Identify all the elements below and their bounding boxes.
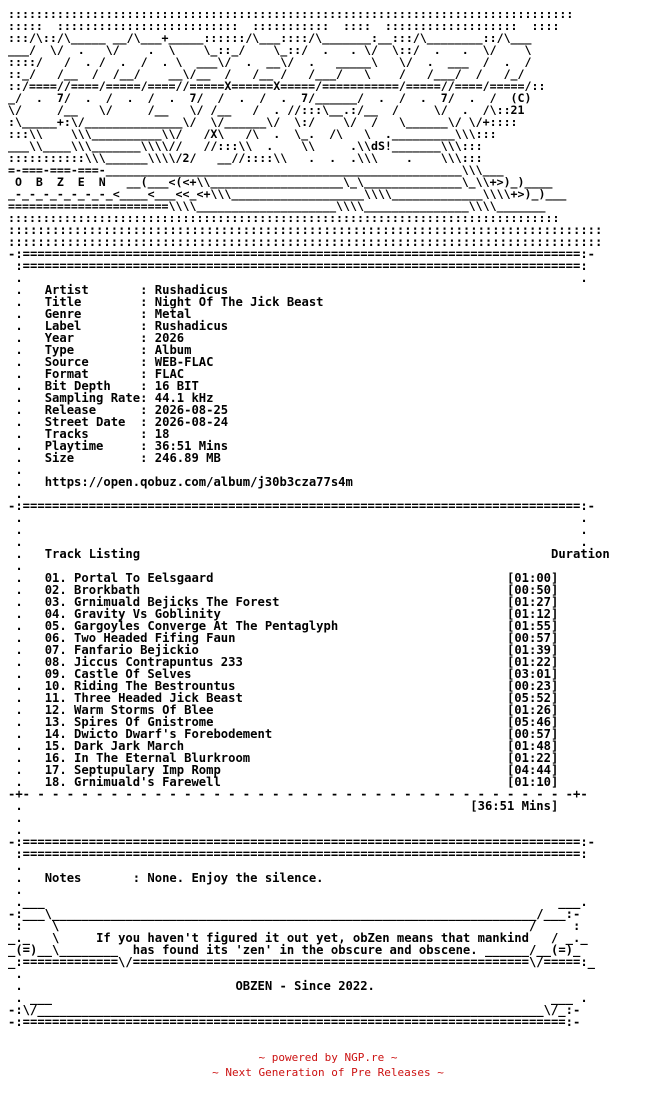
track-duration: [00:50] <box>506 583 559 597</box>
info-value: WEB-FLAC <box>154 355 214 369</box>
track-title: Castle Of Selves <box>74 667 192 681</box>
info-separator: : <box>74 343 155 357</box>
info-row: . Release : 2026-08-25 <box>8 403 229 417</box>
info-key: Sampling Rate <box>44 391 141 405</box>
track-title: Gravity Vs Goblinity <box>74 607 221 621</box>
info-row: . Street Date : 2026-08-24 <box>8 415 229 429</box>
info-row: . Artist : Rushadicus <box>8 283 229 297</box>
info-value: Rushadicus <box>154 319 229 333</box>
track-duration: [01:55] <box>506 619 559 633</box>
url-spacer: . <box>8 463 23 477</box>
track-row: . 12. Warm Storms Of Blee [01:26] <box>8 703 559 717</box>
track-listing-header: . Track Listing Duration . <box>8 547 610 573</box>
track-duration: [03:01] <box>506 667 559 681</box>
track-duration: [05:52] <box>506 691 559 705</box>
info-value: 2026-08-25 <box>154 403 229 417</box>
track-duration: [01:10] <box>506 775 559 789</box>
track-number: 09. <box>44 667 67 681</box>
track-number: 13. <box>44 715 67 729</box>
track-row: . 14. Dwicto Dwarf's Forebodement [00:57] <box>8 727 559 741</box>
total-playtime: [36:51 Mins] <box>470 799 559 813</box>
info-section <box>8 284 648 464</box>
track-number: 15. <box>44 739 67 753</box>
track-row: . 09. Castle Of Selves [03:01] <box>8 667 559 681</box>
info-key: Type <box>44 343 75 357</box>
track-number: 14. <box>44 727 67 741</box>
info-separator: : <box>88 355 155 369</box>
track-number: 01. <box>44 571 67 585</box>
separator-rule: . -:============================================================================:- . . . . . . <box>8 487 595 549</box>
info-row: . Type : Album <box>8 343 192 357</box>
motto-line-2: has found its 'zen' in the obscure and obscene. <box>132 943 478 957</box>
track-duration: [01:39] <box>506 643 559 657</box>
info-row: . Genre : Metal <box>8 307 192 321</box>
track-number: 12. <box>44 703 67 717</box>
release-url-text[interactable]: https://open.qobuz.com/album/j30b3cza77s4m <box>44 475 353 489</box>
release-url[interactable]: . https://open.qobuz.com/album/j30b3cza77s4m <box>8 475 353 489</box>
info-key: Tracks <box>44 427 89 441</box>
info-separator: : <box>110 379 155 393</box>
info-row: . Source : WEB-FLAC <box>8 355 214 369</box>
info-separator: : <box>103 439 155 453</box>
track-number: 16. <box>44 751 67 765</box>
notes-value: None. Enjoy the silence. <box>147 871 324 885</box>
track-title: Three Headed Jick Beast <box>74 691 243 705</box>
nfo-document <box>8 7 648 1029</box>
track-number: 04. <box>44 607 67 621</box>
info-separator: : <box>88 283 155 297</box>
track-row: . 15. Dark Jark March [01:48] <box>8 739 559 753</box>
info-key: Playtime <box>44 439 104 453</box>
separator-rule: -+- - - - - - - - - - - - - - - - - - - - - - - - - - - - - - - - - - - - - -+- . [36:51 Mins] . . -:============================================================================:- :============================================================================: . . Notes : None. Enjoy the silence. . .___ ___. -:___\__________________________________________________________________/___:- : \ / : _._ \ If you haven't figured it out yet, obZen means that mankind / _._ _(=)__\________ has found its 'zen' in the obscure and obscene. ______/__(=)_ _:=============\/======================================================\/=====:_ . . OBZEN - Since 2022. . ___ ___ . -:\/_____________________________________________________________________\/_:- -:==========================================================================:- <box>8 787 595 1029</box>
track-title: Jiccus Contrapuntus 233 <box>74 655 243 669</box>
track-row: . 13. Spires Of Gnistrome [05:46] <box>8 715 559 729</box>
track-number: 18. <box>44 775 67 789</box>
sign-off: OBZEN - Since 2022. <box>235 979 375 993</box>
info-key: Street Date <box>44 415 126 429</box>
duration-label: Duration <box>550 547 610 561</box>
track-title: Fanfario Bejickio <box>74 643 199 657</box>
track-title: Grnimuald's Farewell <box>74 775 221 789</box>
track-title: Portal To Eelsgaard <box>74 571 214 585</box>
info-separator: : <box>74 331 155 345</box>
track-duration: [01:22] <box>506 655 559 669</box>
track-number: 03. <box>44 595 67 609</box>
footer-powered-by[interactable]: ~ powered by NGP.re ~ <box>258 1051 398 1064</box>
info-value: Metal <box>154 307 192 321</box>
track-duration: [01:12] <box>506 607 559 621</box>
info-value: 18 <box>154 427 170 441</box>
info-key: Year <box>44 331 75 345</box>
footer <box>0 1050 656 1080</box>
info-row: . Size : 246.89 MB <box>8 451 221 465</box>
info-value: 2026-08-24 <box>154 415 229 429</box>
info-key: Format <box>44 367 89 381</box>
info-key: Label <box>44 319 82 333</box>
track-number: 06. <box>44 631 67 645</box>
info-value: 2026 <box>154 331 185 345</box>
track-title: In The Eternal Blurkroom <box>74 751 251 765</box>
info-separator: : <box>88 367 155 381</box>
info-value: FLAC <box>154 367 185 381</box>
info-separator: : <box>88 427 155 441</box>
track-duration: [01:27] <box>506 595 559 609</box>
track-row: . 02. Brorkbath [00:50] <box>8 583 559 597</box>
track-row: . 04. Gravity Vs Goblinity [01:12] <box>8 607 559 621</box>
info-value: 44.1 kHz <box>154 391 214 405</box>
info-row: . Bit Depth : 16 BIT <box>8 379 199 393</box>
info-value: Rushadicus <box>154 283 229 297</box>
track-title: Two Headed Fifing Faun <box>74 631 236 645</box>
track-duration: [01:00] <box>506 571 559 585</box>
track-row: . 03. Grnimuald Bejicks The Forest [01:27] <box>8 595 559 609</box>
track-duration: [01:26] <box>506 703 559 717</box>
track-title: Grnimuald Bejicks The Forest <box>74 595 280 609</box>
track-list <box>8 572 648 788</box>
info-key: Bit Depth <box>44 379 111 393</box>
track-row: . 05. Gargoyles Converge At The Pentaglyph [01:55] <box>8 619 559 633</box>
track-duration: [05:46] <box>506 715 559 729</box>
track-row: . 11. Three Headed Jick Beast [05:52] <box>8 691 559 705</box>
info-value: Night Of The Jick Beast <box>154 295 324 309</box>
track-row: . 01. Portal To Eelsgaard [01:00] <box>8 571 559 585</box>
motto-line-1: If you haven't figured it out yet, obZen means that mankind <box>96 931 529 945</box>
track-number: 10. <box>44 679 67 693</box>
track-number: 02. <box>44 583 67 597</box>
track-number: 11. <box>44 691 67 705</box>
info-key: Title <box>44 295 82 309</box>
info-separator: : <box>96 403 155 417</box>
track-title: Warm Storms Of Blee <box>74 703 214 717</box>
track-row: . 16. In The Eternal Blurkroom [01:22] <box>8 751 559 765</box>
track-duration: [01:22] <box>506 751 559 765</box>
info-separator: : <box>140 391 155 405</box>
track-title: Gargoyles Converge At The Pentaglyph <box>74 619 339 633</box>
info-key: Size <box>44 451 75 465</box>
track-row: . 10. Riding The Bestrountus [00:23] <box>8 679 559 693</box>
track-row: . 18. Grnimuald's Farewell [01:10] <box>8 775 559 789</box>
track-row: . 06. Two Headed Fifing Faun [00:57] <box>8 631 559 645</box>
info-value: 36:51 Mins <box>154 439 229 453</box>
info-separator: : <box>81 307 155 321</box>
info-separator: : <box>74 451 155 465</box>
track-row: . 08. Jiccus Contrapuntus 233 [01:22] <box>8 655 559 669</box>
track-title: Dark Jark March <box>74 739 185 753</box>
track-duration: [04:44] <box>506 763 559 777</box>
info-value: 16 BIT <box>154 379 199 393</box>
track-title: Brorkbath <box>74 583 141 597</box>
track-duration: [00:57] <box>506 727 559 741</box>
info-separator: : <box>81 295 155 309</box>
info-row: . Playtime : 36:51 Mins <box>8 439 229 453</box>
info-key: Release <box>44 403 97 417</box>
info-key: Source <box>44 355 89 369</box>
info-row: . Label : Rushadicus <box>8 319 229 333</box>
track-title: Riding The Bestrountus <box>74 679 236 693</box>
info-row: . Tracks : 18 <box>8 427 170 441</box>
track-title: Spires Of Gnistrome <box>74 715 214 729</box>
info-row: . Sampling Rate: 44.1 kHz <box>8 391 214 405</box>
info-value: Album <box>154 343 192 357</box>
footer-tagline: ~ Next Generation of Pre Releases ~ <box>212 1066 444 1079</box>
info-separator: : <box>81 319 155 333</box>
separator-rule: ::::::::::::::::::::::::::::::::::::::::::::::::::::::::::::::::::::::::::::::::: ::::::::::::::::::::::::::::::::::::::::::::::::::::::::::::::::::::::::::::::::: -:============================================================================:- :============================================================================: . . <box>8 223 603 285</box>
info-row: . Format : FLAC <box>8 367 185 381</box>
info-separator: : <box>125 415 155 429</box>
track-number: 08. <box>44 655 67 669</box>
track-title: Septupulary Imp Romp <box>74 763 221 777</box>
track-number: 07. <box>44 643 67 657</box>
track-row: . 17. Septupulary Imp Romp [04:44] <box>8 763 559 777</box>
info-value: 246.89 MB <box>154 451 221 465</box>
info-key: Genre <box>44 307 82 321</box>
track-title: Dwicto Dwarf's Forebodement <box>74 727 273 741</box>
obzen-ascii-logo: ::::::::::::::::::::::::::::::::::::::::::::::::::::::::::::::::::::::::::::::::: ::::: :::::::::::::::::::::::::: ::::::::::: :::: ::::::::::::::::::: :::: :::/\::/\_____ __/\___+_____::::::/\___::::/\_______:__:::/\________::/\___ ___/ \/ . \/ . \ \_::_/ \_::/ . . \/ \::/ . . \/ \ ::::/ / . / . / . \ ___\/ . __\/ . _____\ \/ . ___ / . / ::_/ /__ / /__/ __\/__ / /__ / /___/ \ / /___/ / /_/ ::/====//====/=====/====//=====X======X=====/===========/=====//====/=====/:: _/ . 7/ . / . / . 7/ / . / . 7/______/ . / . 7/ . / (C) \/ /__ \/ /__ \/ /__ / . //:::\__.:/__ / \/ . /\::21 :\_____+:\/______________\/ \/______\/ \:/ \/ / \______\/ \/+:::: :::\\ \\\__________\\/ /X\ /\ . \_. /\ \ ._________\\\::: ___\\____\\\_______\\\\// //:::\\ . \\ .\\dS!_______\\\::: :::::::::::\\\______\\\\/2/ __//::::\\ . . .\\\ . \\\::: =-===-===-===-___________________________________________________\\\___ O B Z E N __(___<(<+\\___________________\_\______________\_\\+>)_)____ _-_-_-_-_-_-_-_<____<___<<_<+\\\___________________\\\\_____________\\\\+>)_)___ =======================\\\\____________________\\\\_______________\\\\_______ ::::::::::::::::::::::::::::::::::::::::::::::::::::::::::::::::::::::::::::::: <box>8 7 574 225</box>
info-row: . Year : 2026 <box>8 331 185 345</box>
track-listing-label: Track Listing <box>44 547 141 561</box>
track-row: . 07. Fanfario Bejickio [01:39] <box>8 643 559 657</box>
track-number: 05. <box>44 619 67 633</box>
track-duration: [01:48] <box>506 739 559 753</box>
info-key: Artist <box>44 283 89 297</box>
notes-label: Notes <box>44 871 82 885</box>
track-duration: [00:57] <box>506 631 559 645</box>
track-number: 17. <box>44 763 67 777</box>
track-duration: [00:23] <box>506 679 559 693</box>
info-row: . Title : Night Of The Jick Beast <box>8 295 324 309</box>
